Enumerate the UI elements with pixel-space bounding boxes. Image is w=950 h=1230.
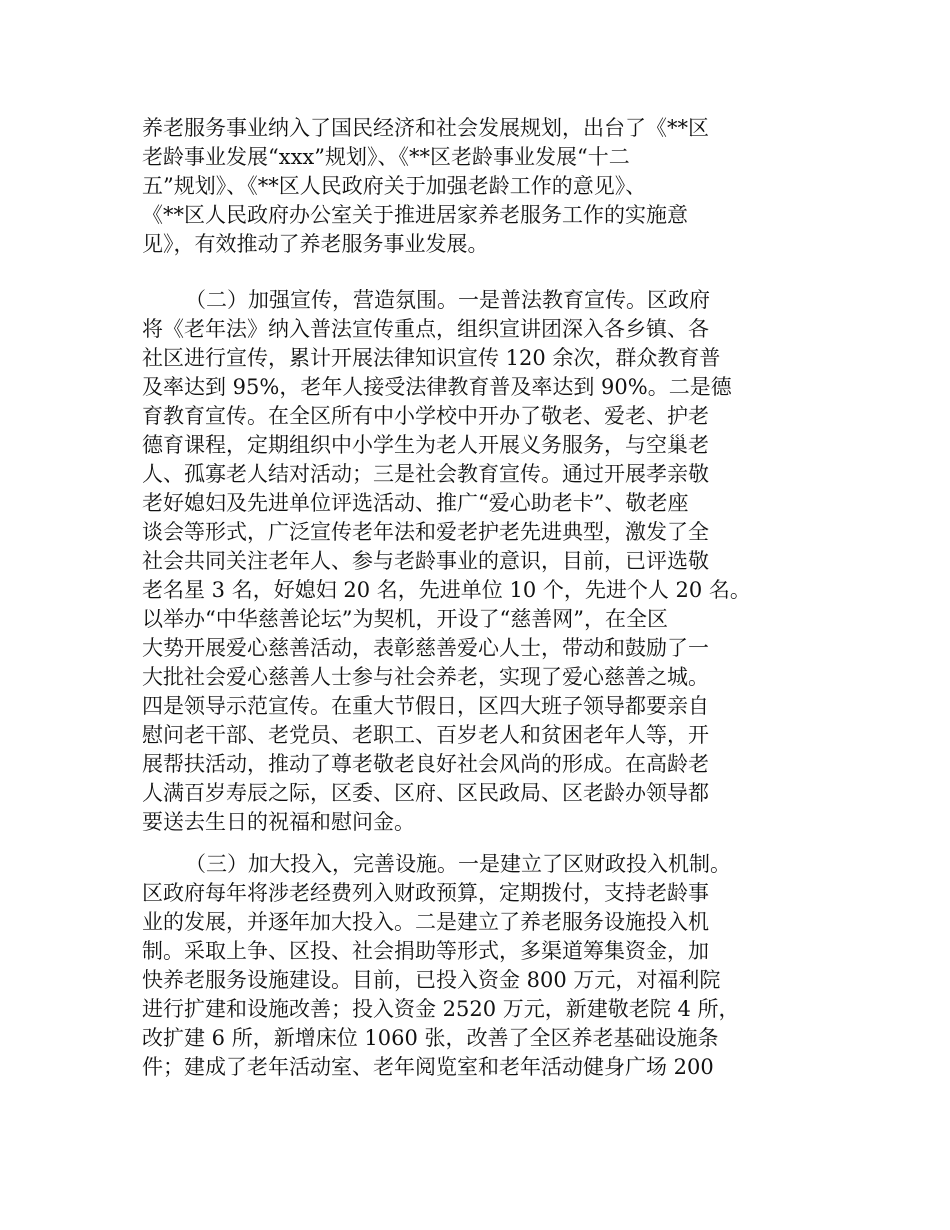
text-line: 以举办“中华慈善论坛”为契机，开设了“慈善网”，在全区: [142, 607, 668, 631]
text-line: 德育课程，定期组织中小学生为老人开展义务服务，与空巢老: [142, 433, 709, 457]
text-line: 四是领导示范宣传。在重大节假日，区四大班子领导都要亲自: [142, 694, 709, 718]
text-line: 见》，有效推动了养老服务事业发展。: [142, 232, 489, 256]
text-line: 要送去生日的祝福和慰问金。: [142, 810, 415, 834]
paragraph-publicity: [142, 286, 842, 837]
text-line: 改扩建 6 所，新增床位 1060 张，改善了全区养老基础设施条: [142, 1026, 719, 1050]
text-line: 快养老服务设施建设。目前，已投入资金 800 万元，对福利院: [142, 968, 721, 992]
text-line: 制。采取上争、区投、社会捐助等形式，多渠道筹集资金，加: [142, 939, 709, 963]
text-line: 展帮扶活动，推动了尊老敬老良好社会风尚的形成。在高龄老: [142, 752, 709, 776]
text-line: 件；建成了老年活动室、老年阅览室和老年活动健身广场 200: [142, 1055, 714, 1079]
paragraph-investment: [142, 850, 842, 1082]
text-line: （二）加强宣传，营造氛围。一是普法教育宣传。区政府: [185, 288, 710, 312]
text-line: 社会共同关注老年人、参与老龄事业的意识，目前，已评选敬: [142, 549, 709, 573]
text-line: 《**区人民政府办公室关于推进居家养老服务工作的实施意: [142, 203, 688, 227]
text-line: 将《老年法》纳入普法宣传重点，组织宣讲团深入各乡镇、各: [142, 317, 709, 341]
text-line: 谈会等形式，广泛宣传老年法和爱老护老先进典型，激发了全: [142, 520, 709, 544]
text-line: 业的发展，并逐年加大投入。二是建立了养老服务设施投入机: [142, 910, 709, 934]
text-line: 老龄事业发展“xxx”规划》、《**区老龄事业发展“十二: [142, 145, 630, 169]
text-line: 慰问老干部、老党员、老职工、百岁老人和贫困老年人等，开: [142, 723, 709, 747]
text-line: 老名星 3 名，好媳妇 20 名，先进单位 10 个，先进个人 20 名。: [142, 578, 751, 602]
text-line: 大势开展爱心慈善活动，表彰慈善爱心人士，带动和鼓励了一: [142, 636, 709, 660]
text-line: 大批社会爱心慈善人士参与社会养老，实现了爱心慈善之城。: [142, 665, 709, 689]
text-line: 及率达到 95%，老年人接受法律教育普及率达到 90%。二是德: [142, 375, 732, 399]
text-line: 社区进行宣传，累计开展法律知识宣传 120 余次，群众教育普: [142, 346, 721, 370]
paragraph-continuation: [142, 114, 842, 259]
text-line: 老好媳妇及先进单位评选活动、推广“爱心助老卡”、敬老座: [142, 491, 689, 515]
text-line: 人、孤寡老人结对活动；三是社会教育宣传。通过开展孝亲敬: [142, 462, 709, 486]
text-line: 养老服务事业纳入了国民经济和社会发展规划，出台了《**区: [142, 116, 709, 140]
text-line: 进行扩建和设施改善；投入资金 2520 万元，新建敬老院 4 所，: [142, 997, 740, 1021]
text-line: 育教育宣传。在全区所有中小学校中开办了敬老、爱老、护老: [142, 404, 709, 428]
text-line: 五”规划》、《**区人民政府关于加强老龄工作的意见》、: [142, 174, 647, 198]
text-line: 人满百岁寿辰之际，区委、区府、区民政局、区老龄办领导都: [142, 781, 709, 805]
text-line: （三）加大投入，完善设施。一是建立了区财政投入机制。: [185, 852, 731, 876]
text-line: 区政府每年将涉老经费列入财政预算，定期拨付，支持老龄事: [142, 881, 709, 905]
